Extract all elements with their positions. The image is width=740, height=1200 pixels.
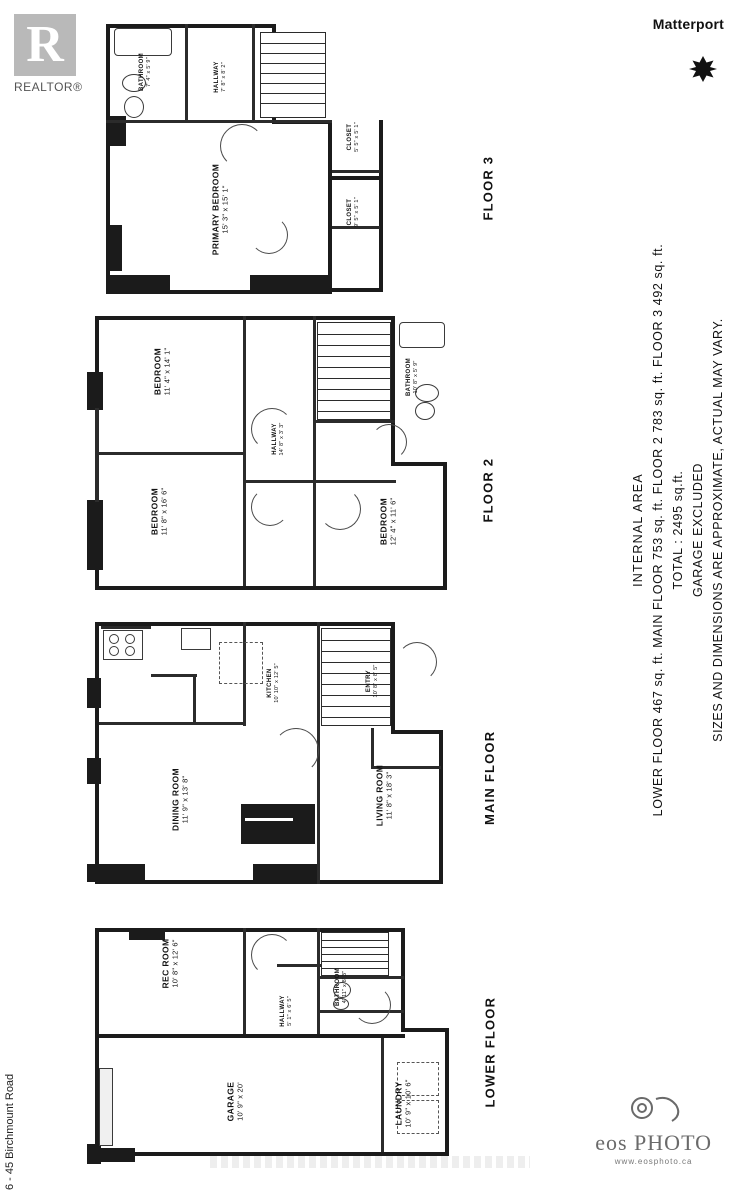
specs-disclaimer: SIZES AND DIMENSIONS ARE APPROXIMATE, ACTUAL MAY VARY. bbox=[711, 318, 725, 742]
room-kitchen: KITCHEN 10' 10" x 12' 5" bbox=[267, 663, 280, 703]
matterport-branding bbox=[653, 16, 724, 89]
floor-label-floor3: FLOOR 3 bbox=[480, 155, 496, 221]
camera-icon bbox=[626, 1091, 682, 1125]
kitchen-island bbox=[219, 642, 263, 684]
plan-lower-floor bbox=[85, 922, 465, 1177]
realtor-label: REALTOR® bbox=[14, 80, 83, 94]
room-living: LIVING ROOM 11' 8" x 18' 3" bbox=[374, 764, 394, 827]
room-floor2-bedroom-2: BEDROOM 11' 8" x 16' 6" bbox=[149, 487, 169, 536]
staircase bbox=[260, 32, 326, 118]
floor-label-floor2: FLOOR 2 bbox=[480, 457, 496, 523]
realtor-letter: R bbox=[26, 16, 64, 73]
kitchen-sink-icon bbox=[181, 628, 211, 650]
staircase bbox=[321, 628, 391, 726]
internal-area-specs bbox=[628, 180, 740, 880]
specs-garage: GARAGE EXCLUDED bbox=[691, 462, 705, 598]
specs-total: TOTAL : 2495 sq.ft. bbox=[671, 470, 685, 590]
stove-burner-icon bbox=[125, 646, 135, 656]
room-dining: DINING ROOM 11' 9" x 13' 8" bbox=[170, 768, 190, 831]
specs-areas: LOWER FLOOR 467 sq. ft. MAIN FLOOR 753 sq. ft. FLOOR 2 783 sq. ft. FLOOR 3 492 sq. ft. bbox=[651, 243, 665, 817]
room-laundry: LAUNDRY 10' 9" x 10' 6" bbox=[393, 1079, 413, 1128]
property-address: 6 - 45 Birchmount Road bbox=[4, 1073, 16, 1190]
kitchen-counter bbox=[103, 630, 143, 660]
plan-floor3 bbox=[100, 20, 380, 295]
eos-logo-text: eos PHOTO bbox=[595, 1130, 712, 1155]
stove-burner-icon bbox=[109, 646, 119, 656]
room-floor3-closet-2: CLOSET 9' 5" x 5' 1" bbox=[347, 197, 360, 227]
plan-main-floor bbox=[85, 618, 455, 896]
floor-label-lower: LOWER FLOOR bbox=[482, 996, 498, 1108]
room-entry: ENTRY 10' 8" x 8' 5" bbox=[366, 664, 379, 698]
room-floor2-bedroom-1: BEDROOM 11' 4" x 14' 1" bbox=[152, 347, 172, 396]
realtor-logo bbox=[14, 14, 102, 94]
eosphoto-logo bbox=[595, 1091, 712, 1166]
room-floor3-closet-1: CLOSET 5' 5" x 5' 1" bbox=[347, 122, 360, 152]
specs-heading: INTERNAL AREA bbox=[631, 473, 645, 587]
room-primary-bedroom: PRIMARY BEDROOM 15' 3" x 15' 1" bbox=[210, 163, 230, 256]
room-lower-hallway: HALLWAY 5' 1" x 6' 5" bbox=[280, 995, 293, 1027]
room-floor2-bathroom: BATHROOM 10' 8" x 5' 9" bbox=[406, 357, 419, 397]
eos-logo-url: www.eosphoto.ca bbox=[614, 1157, 693, 1166]
watermark-strip bbox=[210, 1156, 530, 1168]
staircase bbox=[321, 932, 389, 976]
plan-floor2 bbox=[85, 312, 455, 602]
room-floor2-hallway: HALLWAY 14' 8" x 3' 3" bbox=[272, 422, 285, 456]
room-floor3-hallway: HALLWAY 7' 8" x 8' 2" bbox=[214, 61, 227, 93]
stove-burner-icon bbox=[125, 634, 135, 644]
staircase bbox=[317, 322, 391, 420]
room-floor2-bedroom-3: BEDROOM 12' 4" x 11' 6" bbox=[378, 497, 398, 546]
realtor-mark bbox=[14, 14, 76, 76]
matterport-label: Matterport bbox=[652, 16, 724, 32]
floor-label-main: MAIN FLOOR bbox=[482, 730, 497, 825]
room-garage: GARAGE 10' 9" x 20' bbox=[225, 1081, 245, 1122]
garage-door bbox=[99, 1068, 113, 1146]
room-lower-bathroom: BATHROOM 4' 11" x 8' 3" bbox=[335, 967, 348, 1007]
matterport-icon bbox=[653, 54, 718, 89]
room-rec: REC ROOM 10' 8" x 12' 6" bbox=[160, 938, 180, 989]
stove-burner-icon bbox=[109, 634, 119, 644]
room-floor3-bathroom: BATHROOM 7' 4" x 5' 9" bbox=[139, 52, 152, 92]
